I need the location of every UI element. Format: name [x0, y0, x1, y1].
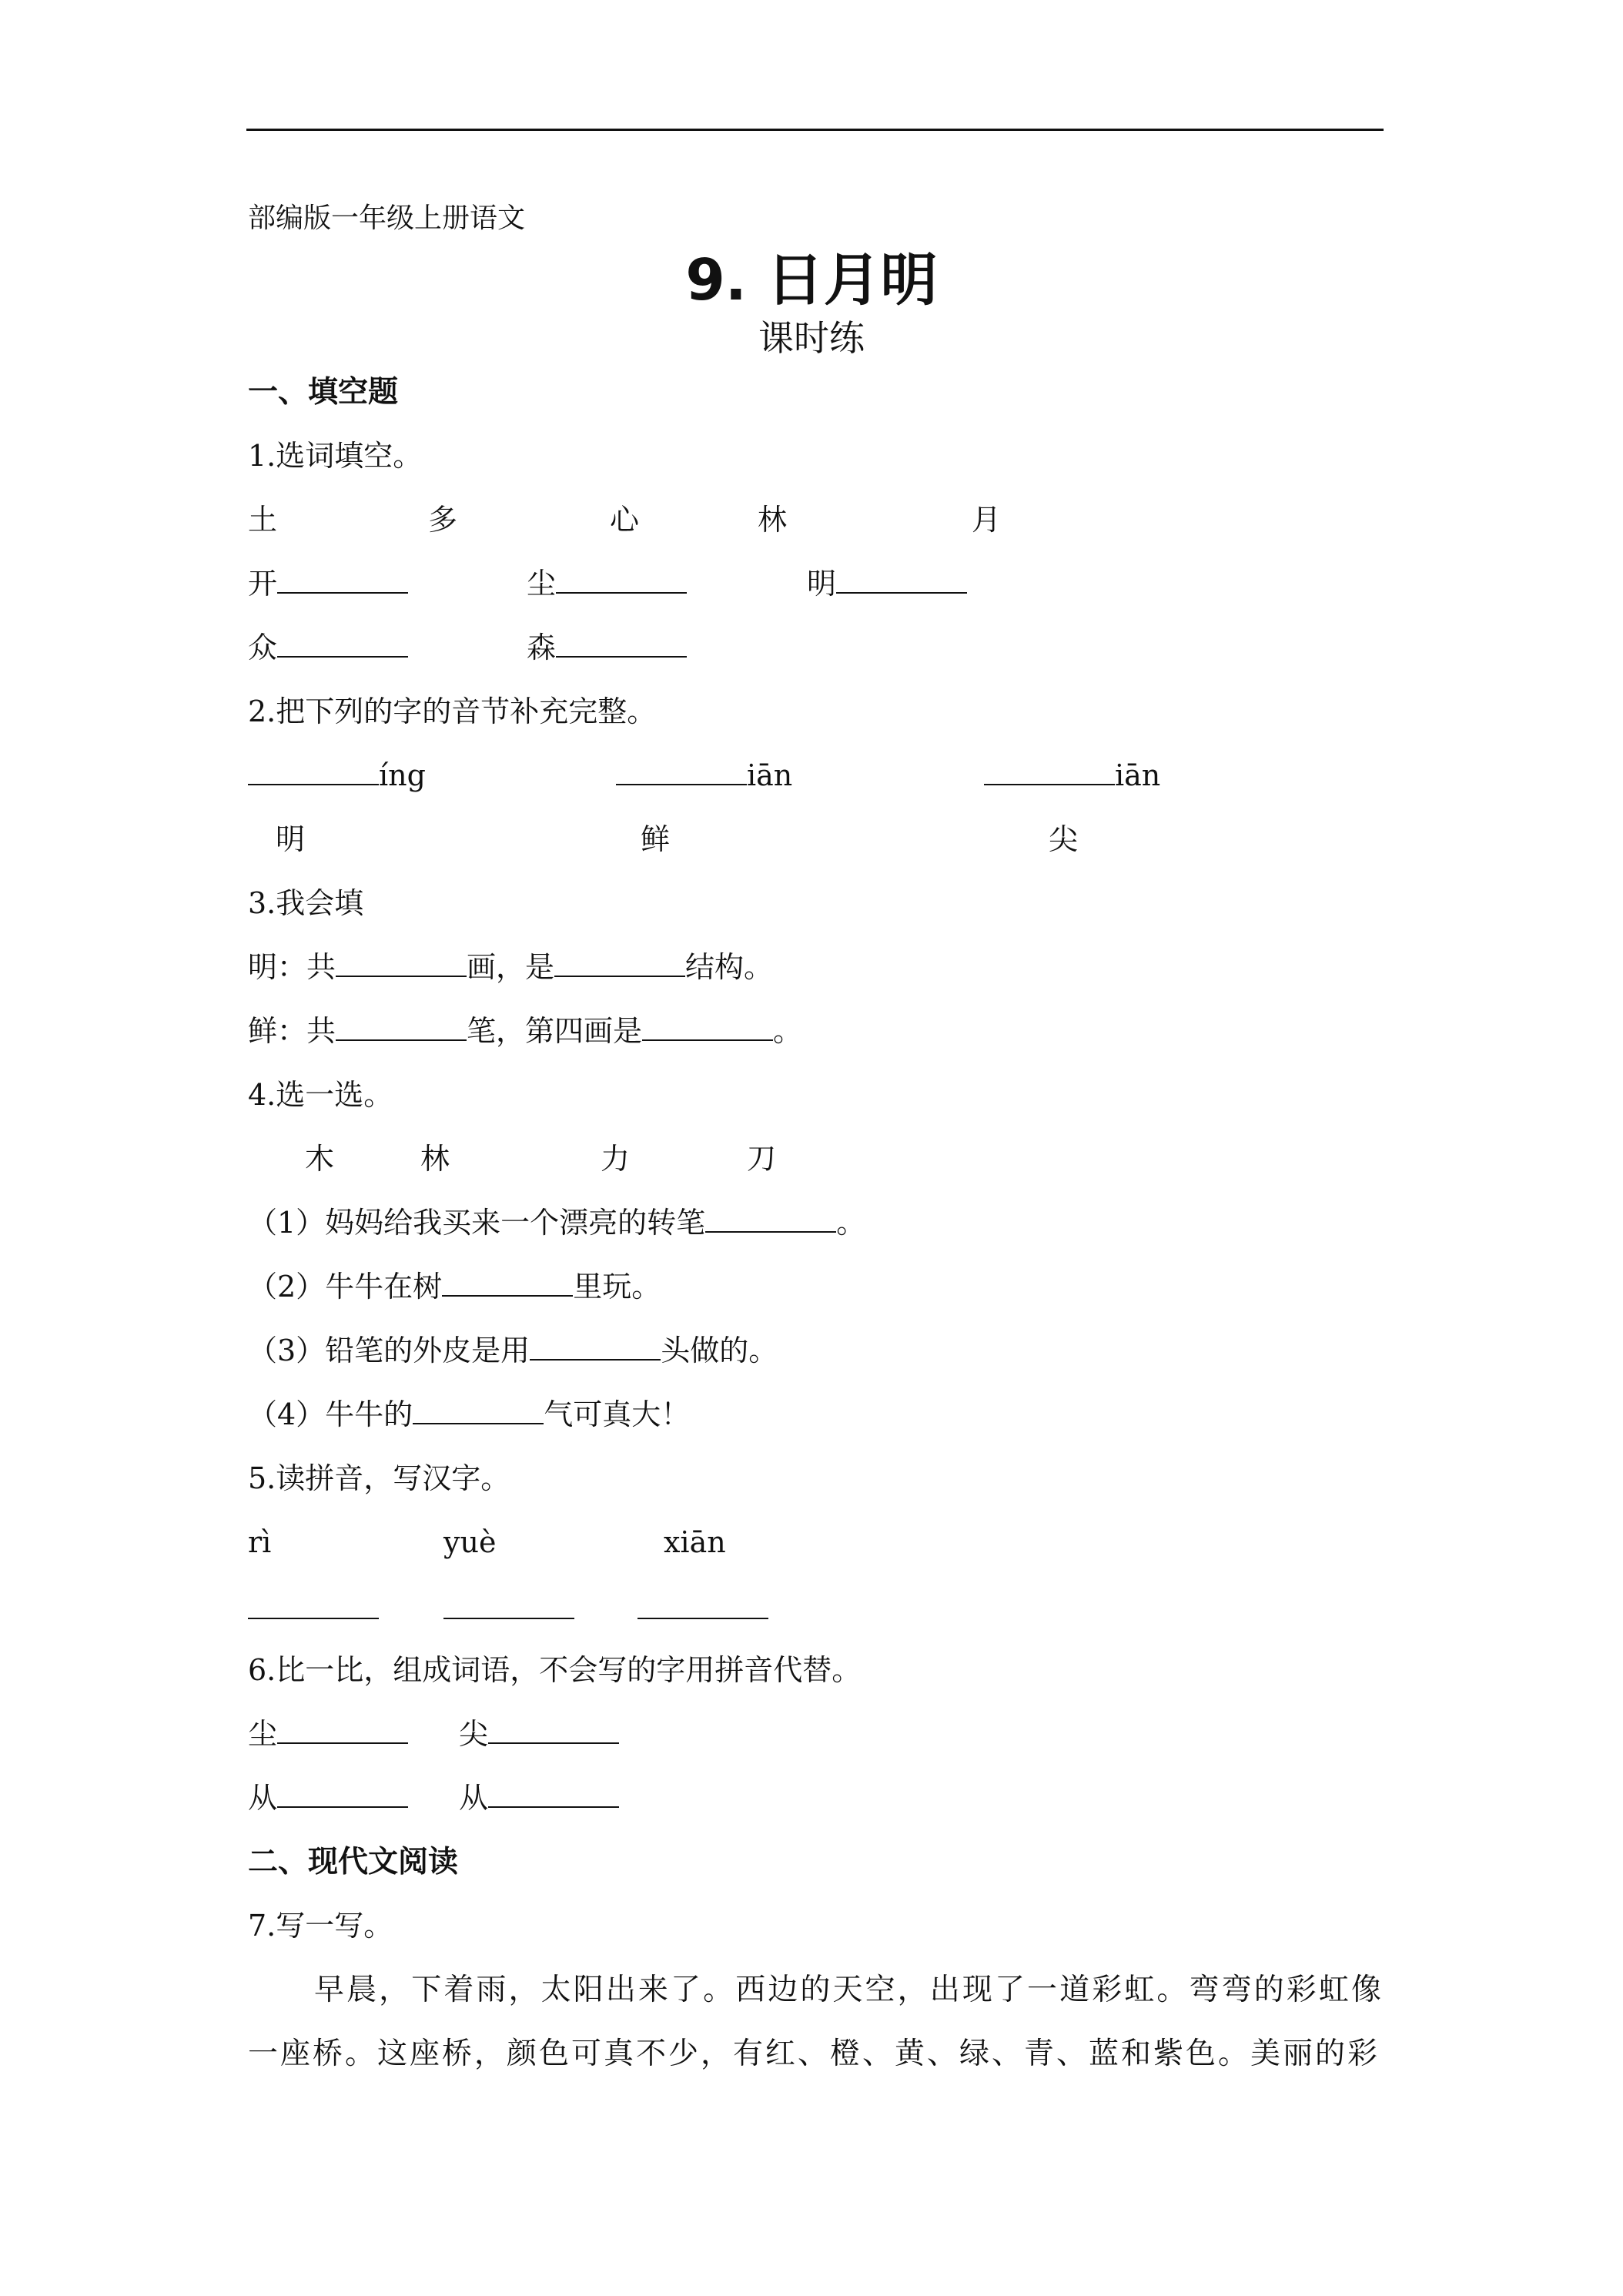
q6-item — [248, 1702, 408, 1766]
q4-text: （2）牛牛在树 — [248, 1270, 443, 1304]
answer-blank[interactable] — [277, 569, 408, 594]
answer-blank[interactable] — [642, 1016, 773, 1041]
q2-char: 鲜 — [641, 822, 671, 856]
q1-item — [527, 552, 687, 616]
answer-blank[interactable] — [443, 1595, 574, 1619]
q1-option: 月 — [972, 503, 1002, 537]
q3-prompt: 3.我会填 — [248, 886, 364, 920]
q4-item — [248, 1383, 1384, 1447]
q1-item — [248, 616, 408, 680]
answer-blank[interactable] — [277, 1783, 408, 1808]
header-rule — [246, 129, 1384, 131]
q2-chars — [248, 808, 1384, 872]
q3-text: 。 — [773, 1014, 803, 1048]
q1-option: 多 — [428, 503, 458, 537]
q4-item — [248, 1191, 1384, 1255]
answer-blank[interactable] — [442, 1272, 573, 1297]
q4-option: 刀 — [747, 1142, 777, 1176]
section-heading-fill-in: 一、填空题 — [248, 375, 399, 410]
q3-line-1 — [248, 935, 1384, 999]
q5-pinyin-item: rì — [248, 1525, 272, 1559]
q3-text: 笔，第四画是 — [467, 1014, 643, 1048]
q4-item — [248, 1255, 1384, 1319]
q1-char: 众 — [248, 631, 278, 664]
q6-item — [459, 1766, 619, 1830]
q3-text: 结构。 — [685, 950, 774, 984]
q1-char: 明 — [807, 567, 837, 601]
answer-blank[interactable] — [277, 1719, 408, 1744]
q1-option: 林 — [758, 503, 788, 537]
q6-char: 从 — [248, 1781, 278, 1815]
answer-blank[interactable] — [836, 569, 967, 594]
q5-prompt: 5.读拼音，写汉字。 — [248, 1461, 510, 1495]
q1-char: 森 — [527, 631, 557, 664]
q4-prompt: 4.选一选。 — [248, 1078, 393, 1112]
q5-pinyin — [248, 1511, 1384, 1575]
q3-text: 明：共 — [248, 950, 336, 984]
q6-char: 尖 — [459, 1717, 489, 1751]
q6-item — [248, 1766, 408, 1830]
answer-blank[interactable] — [488, 1783, 619, 1808]
q2-syllable — [984, 744, 1160, 808]
answer-blank[interactable] — [277, 633, 408, 658]
answer-blank[interactable] — [336, 1016, 467, 1041]
q3-text: 鲜：共 — [248, 1014, 336, 1048]
q3-line-2 — [248, 999, 1384, 1063]
q1-item — [807, 552, 967, 616]
q2-syllable — [616, 744, 792, 808]
worksheet-body — [248, 360, 1384, 2086]
answer-blank[interactable] — [556, 569, 687, 594]
q1-prompt: 1.选词填空。 — [248, 439, 423, 473]
q4-text: 气可真大！ — [544, 1397, 691, 1431]
q1-options — [248, 488, 1384, 552]
answer-blank[interactable] — [530, 1336, 661, 1361]
q6-item — [459, 1702, 619, 1766]
q1-option: 土 — [248, 503, 278, 537]
q4-options — [248, 1127, 1384, 1191]
q4-text: 头做的。 — [661, 1334, 778, 1367]
section-heading-reading: 二、现代文阅读 — [248, 1845, 459, 1879]
page-title: 9. 日月明 — [685, 247, 938, 313]
q2-final: íng — [379, 758, 426, 792]
q2-char: 明 — [276, 822, 306, 856]
answer-blank[interactable] — [248, 761, 379, 785]
q5-answer-row — [248, 1575, 1384, 1638]
q1-item — [248, 552, 408, 616]
q6-char: 从 — [459, 1781, 489, 1815]
q4-text: （1）妈妈给我买来一个漂亮的转笔 — [248, 1206, 706, 1240]
q6-row-1 — [248, 1702, 1384, 1766]
q2-final: iān — [747, 758, 793, 792]
textbook-subtitle: 部编版一年级上册语文 — [248, 202, 526, 234]
answer-blank[interactable] — [488, 1719, 619, 1744]
answer-blank[interactable] — [637, 1595, 768, 1619]
q6-char: 尘 — [248, 1717, 278, 1751]
q7-passage: 早晨，下着雨，太阳出来了。西边的天空，出现了一道彩虹。弯弯的彩虹像一座桥。这座桥，颜色可真不少，有红、橙、黄、绿、青、蓝和紫色。美丽的彩 — [248, 1973, 1384, 2071]
q2-char: 尖 — [1049, 822, 1079, 856]
q2-final: iān — [1115, 758, 1161, 792]
q3-text: 画，是 — [467, 950, 555, 984]
answer-blank[interactable] — [554, 952, 685, 977]
page-sub-heading: 课时练 — [758, 317, 865, 359]
q7-prompt: 7.写一写。 — [248, 1909, 393, 1943]
q1-row-1 — [248, 552, 1384, 616]
q2-syllables — [248, 744, 1384, 808]
answer-blank[interactable] — [616, 761, 747, 785]
answer-blank[interactable] — [984, 761, 1115, 785]
q2-prompt: 2.把下列的字的音节补充完整。 — [248, 694, 657, 728]
q1-item — [527, 616, 687, 680]
answer-blank[interactable] — [705, 1208, 836, 1233]
answer-blank[interactable] — [248, 1595, 379, 1619]
q1-char: 开 — [248, 567, 278, 601]
q4-text: 。 — [836, 1206, 866, 1240]
answer-blank[interactable] — [556, 633, 687, 658]
q5-pinyin-item: xiān — [664, 1525, 726, 1559]
q4-item — [248, 1319, 1384, 1383]
q6-row-2 — [248, 1766, 1384, 1830]
answer-blank[interactable] — [336, 952, 467, 977]
q1-row-2 — [248, 616, 1384, 680]
q6-prompt: 6.比一比，组成词语，不会写的字用拼音代替。 — [248, 1653, 862, 1687]
q2-syllable — [248, 744, 426, 808]
q4-text: （4）牛牛的 — [248, 1397, 413, 1431]
q4-option: 林 — [420, 1142, 450, 1176]
q1-char: 尘 — [527, 567, 557, 601]
q1-option: 心 — [610, 503, 640, 537]
q4-option: 力 — [601, 1142, 631, 1176]
q5-pinyin-item: yuè — [443, 1525, 497, 1559]
q4-option: 木 — [305, 1142, 335, 1176]
q4-text: （3）铅笔的外皮是用 — [248, 1334, 530, 1367]
q4-text: 里玩。 — [573, 1270, 661, 1304]
answer-blank[interactable] — [413, 1400, 544, 1424]
